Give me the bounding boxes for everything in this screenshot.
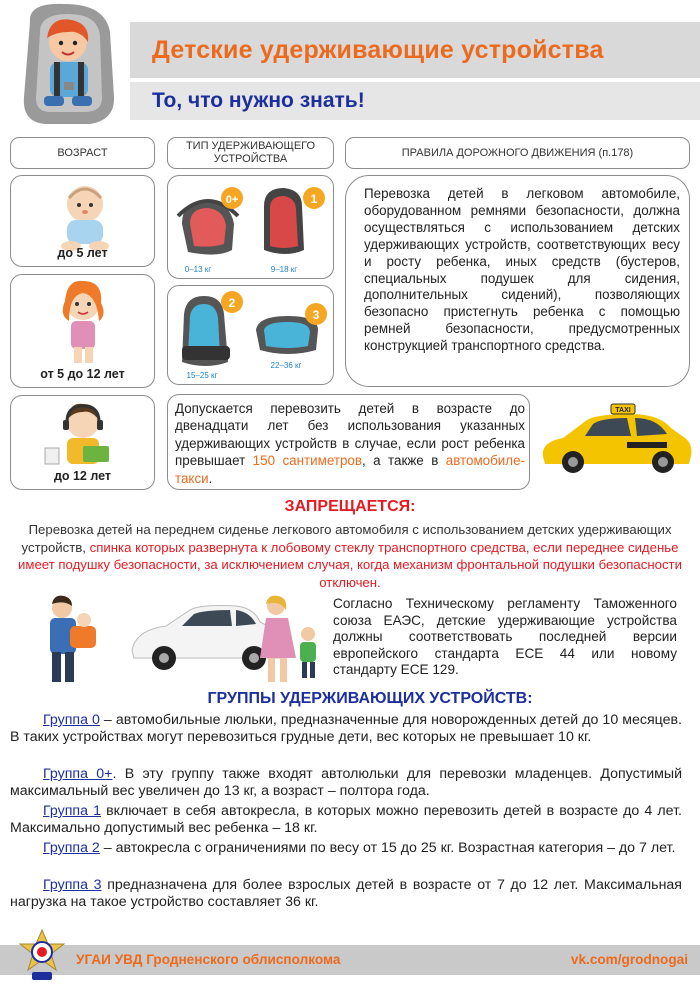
weight-0-13: 0–13 кг — [184, 265, 212, 274]
type-column-header — [167, 137, 334, 169]
badge-0-plus: 0+ — [225, 194, 239, 206]
infant-seats-illustration — [168, 176, 335, 280]
traffic-rules-box — [345, 175, 690, 387]
forbidden-text — [18, 521, 682, 591]
taxi-text-end: . — [208, 470, 213, 486]
badge-2: 2 — [228, 296, 236, 310]
age-box-under-5 — [10, 175, 155, 267]
subtitle-bar — [130, 82, 700, 120]
age-box-up-to-12 — [10, 395, 155, 490]
rules-header-label: ПРАВИЛА ДОРОЖНОГО ДВИЖЕНИЯ (п.178) — [401, 146, 634, 159]
age-label-up-to-12: до 12 лет — [53, 469, 112, 483]
age-box-5-to-12 — [10, 274, 155, 388]
groups-title: ГРУППЫ УДЕРЖИВАЮЩИХ УСТРОЙСТВ: — [207, 690, 533, 707]
taxi-word-highlight: автомобиле-такси — [175, 453, 525, 486]
age-column-header — [10, 137, 155, 169]
booster-seats-illustration — [168, 286, 335, 386]
taxi-exception-text — [175, 400, 525, 487]
traffic-rules-text: Перевозка детей в легковом автомобиле, оборудованном ремнями безопасности, должна осуществляться с использованием детских удерживающих устройств, соответствующих весу и росту ребенка, иных средств (бустеров, специальных подушек для сидения, дополнительных сидений), позволяющих безопасно пристегнуть ребенка с помощью ремней безопасности, предусмотренных конструкцией транспортного средства. — [364, 186, 680, 354]
weight-15-25: 15–25 кг — [186, 371, 218, 380]
group-item — [10, 803, 682, 837]
rules-column-header — [345, 137, 690, 169]
badge-3: 3 — [312, 308, 320, 322]
age-label-under-5: до 5 лет — [57, 246, 108, 260]
age-header-label: ВОЗРАСТ — [57, 146, 108, 159]
group-item — [10, 877, 682, 911]
taxi-exception-box — [167, 394, 530, 490]
taxi-height-highlight: 150 сантиметров — [252, 453, 362, 469]
footer-organization: УГАИ УВД Гродненского облисполкома — [76, 952, 341, 967]
group-0-plus-text: . В эту группу также входят автолюльки для перевозки младенцев. Допустимый максимальный вес увеличен до 13 кг, а возраст – полтора года. — [10, 766, 682, 799]
taxi-text-middle: , а также в — [361, 453, 446, 469]
group-item — [10, 766, 682, 800]
type-header-label: ТИП УДЕРЖИВАЮЩЕГО УСТРОЙСТВА — [185, 140, 316, 165]
group-3-link[interactable]: Группа 3 — [43, 877, 102, 893]
group-item — [10, 712, 682, 746]
traffic-police-emblem-icon — [18, 928, 66, 984]
child-car-seat-illustration — [10, 2, 135, 130]
group-item — [10, 840, 682, 857]
footer — [0, 945, 700, 975]
group-0-link[interactable]: Группа 0 — [43, 712, 100, 728]
forbidden-title: ЗАПРЕЩАЕТСЯ: — [284, 498, 416, 515]
header — [0, 0, 700, 130]
taxi-text-before: Допускается перевозить детей в возрасте до двенадцати лет без использования указанных удерживающих устройств в случае, если рост ребенка превышает — [175, 401, 525, 469]
group-3-text: предназначена для более взрослых детей в возрасте от 7 до 12 лет. Максимальная нагрузка на такое устройство составляет 36 кг. — [10, 877, 682, 910]
taxi-car-illustration — [535, 398, 695, 482]
weight-9-18: 9–18 кг — [270, 265, 298, 274]
group-1-link[interactable]: Группа 1 — [43, 803, 101, 819]
group-0-plus-link[interactable]: Группа 0+ — [43, 766, 113, 782]
footer-vk-link[interactable]: vk.com/grodnogai — [570, 952, 688, 967]
type-box-infant-seats — [167, 175, 334, 279]
page-subtitle: То, что нужно знать! — [152, 89, 365, 112]
type-box-booster-seats — [167, 285, 334, 385]
badge-1: 1 — [310, 192, 318, 206]
group-0-text: – автомобильные люльки, предназначенные для новорожденных детей до 10 месяцев. В таких устройствах могут перевозиться грудные дети, вес которых не превышает 10 кг. — [10, 712, 682, 745]
regulation-text: Согласно Техническому регламенту Таможенного союза ЕАЭС, детские удерживающие устройства должны соответствовать последней версии европейского стандарта ECE 44 или новому стандарту ECE 129. — [333, 596, 677, 678]
page-title: Детские удерживающие устройства — [152, 36, 604, 64]
weight-22-36: 22–36 кг — [270, 361, 302, 370]
group-1-text: включает в себя автокресла, в которых можно перевозить детей в возрасте до 4 лет. Максимально допустимый вес ребенка – 18 кг. — [10, 803, 682, 836]
forbidden-text-normal: Перевозка детей на переднем сиденье легкового автомобиля с использованием детских удерживающих устройств, — [21, 522, 672, 555]
forbidden-text-red: спинка которых развернута к лобовому стеклу транспортного средства, если переднее сиденье имеет подушку безопасности, за исключением случая, когда механизм фронтальной подушки безопасности отключен. — [18, 539, 682, 590]
group-2-link[interactable]: Группа 2 — [43, 840, 100, 856]
group-2-text: – автокресла с ограничениями по весу от 15 до 25 кг. Возрастная категория – до 7 лет. — [99, 840, 676, 856]
title-bar — [130, 22, 700, 78]
age-label-5-to-12: от 5 до 12 лет — [40, 367, 125, 381]
taxi-roof-sign: TAXI — [615, 407, 631, 414]
family-car-illustration — [40, 592, 325, 688]
